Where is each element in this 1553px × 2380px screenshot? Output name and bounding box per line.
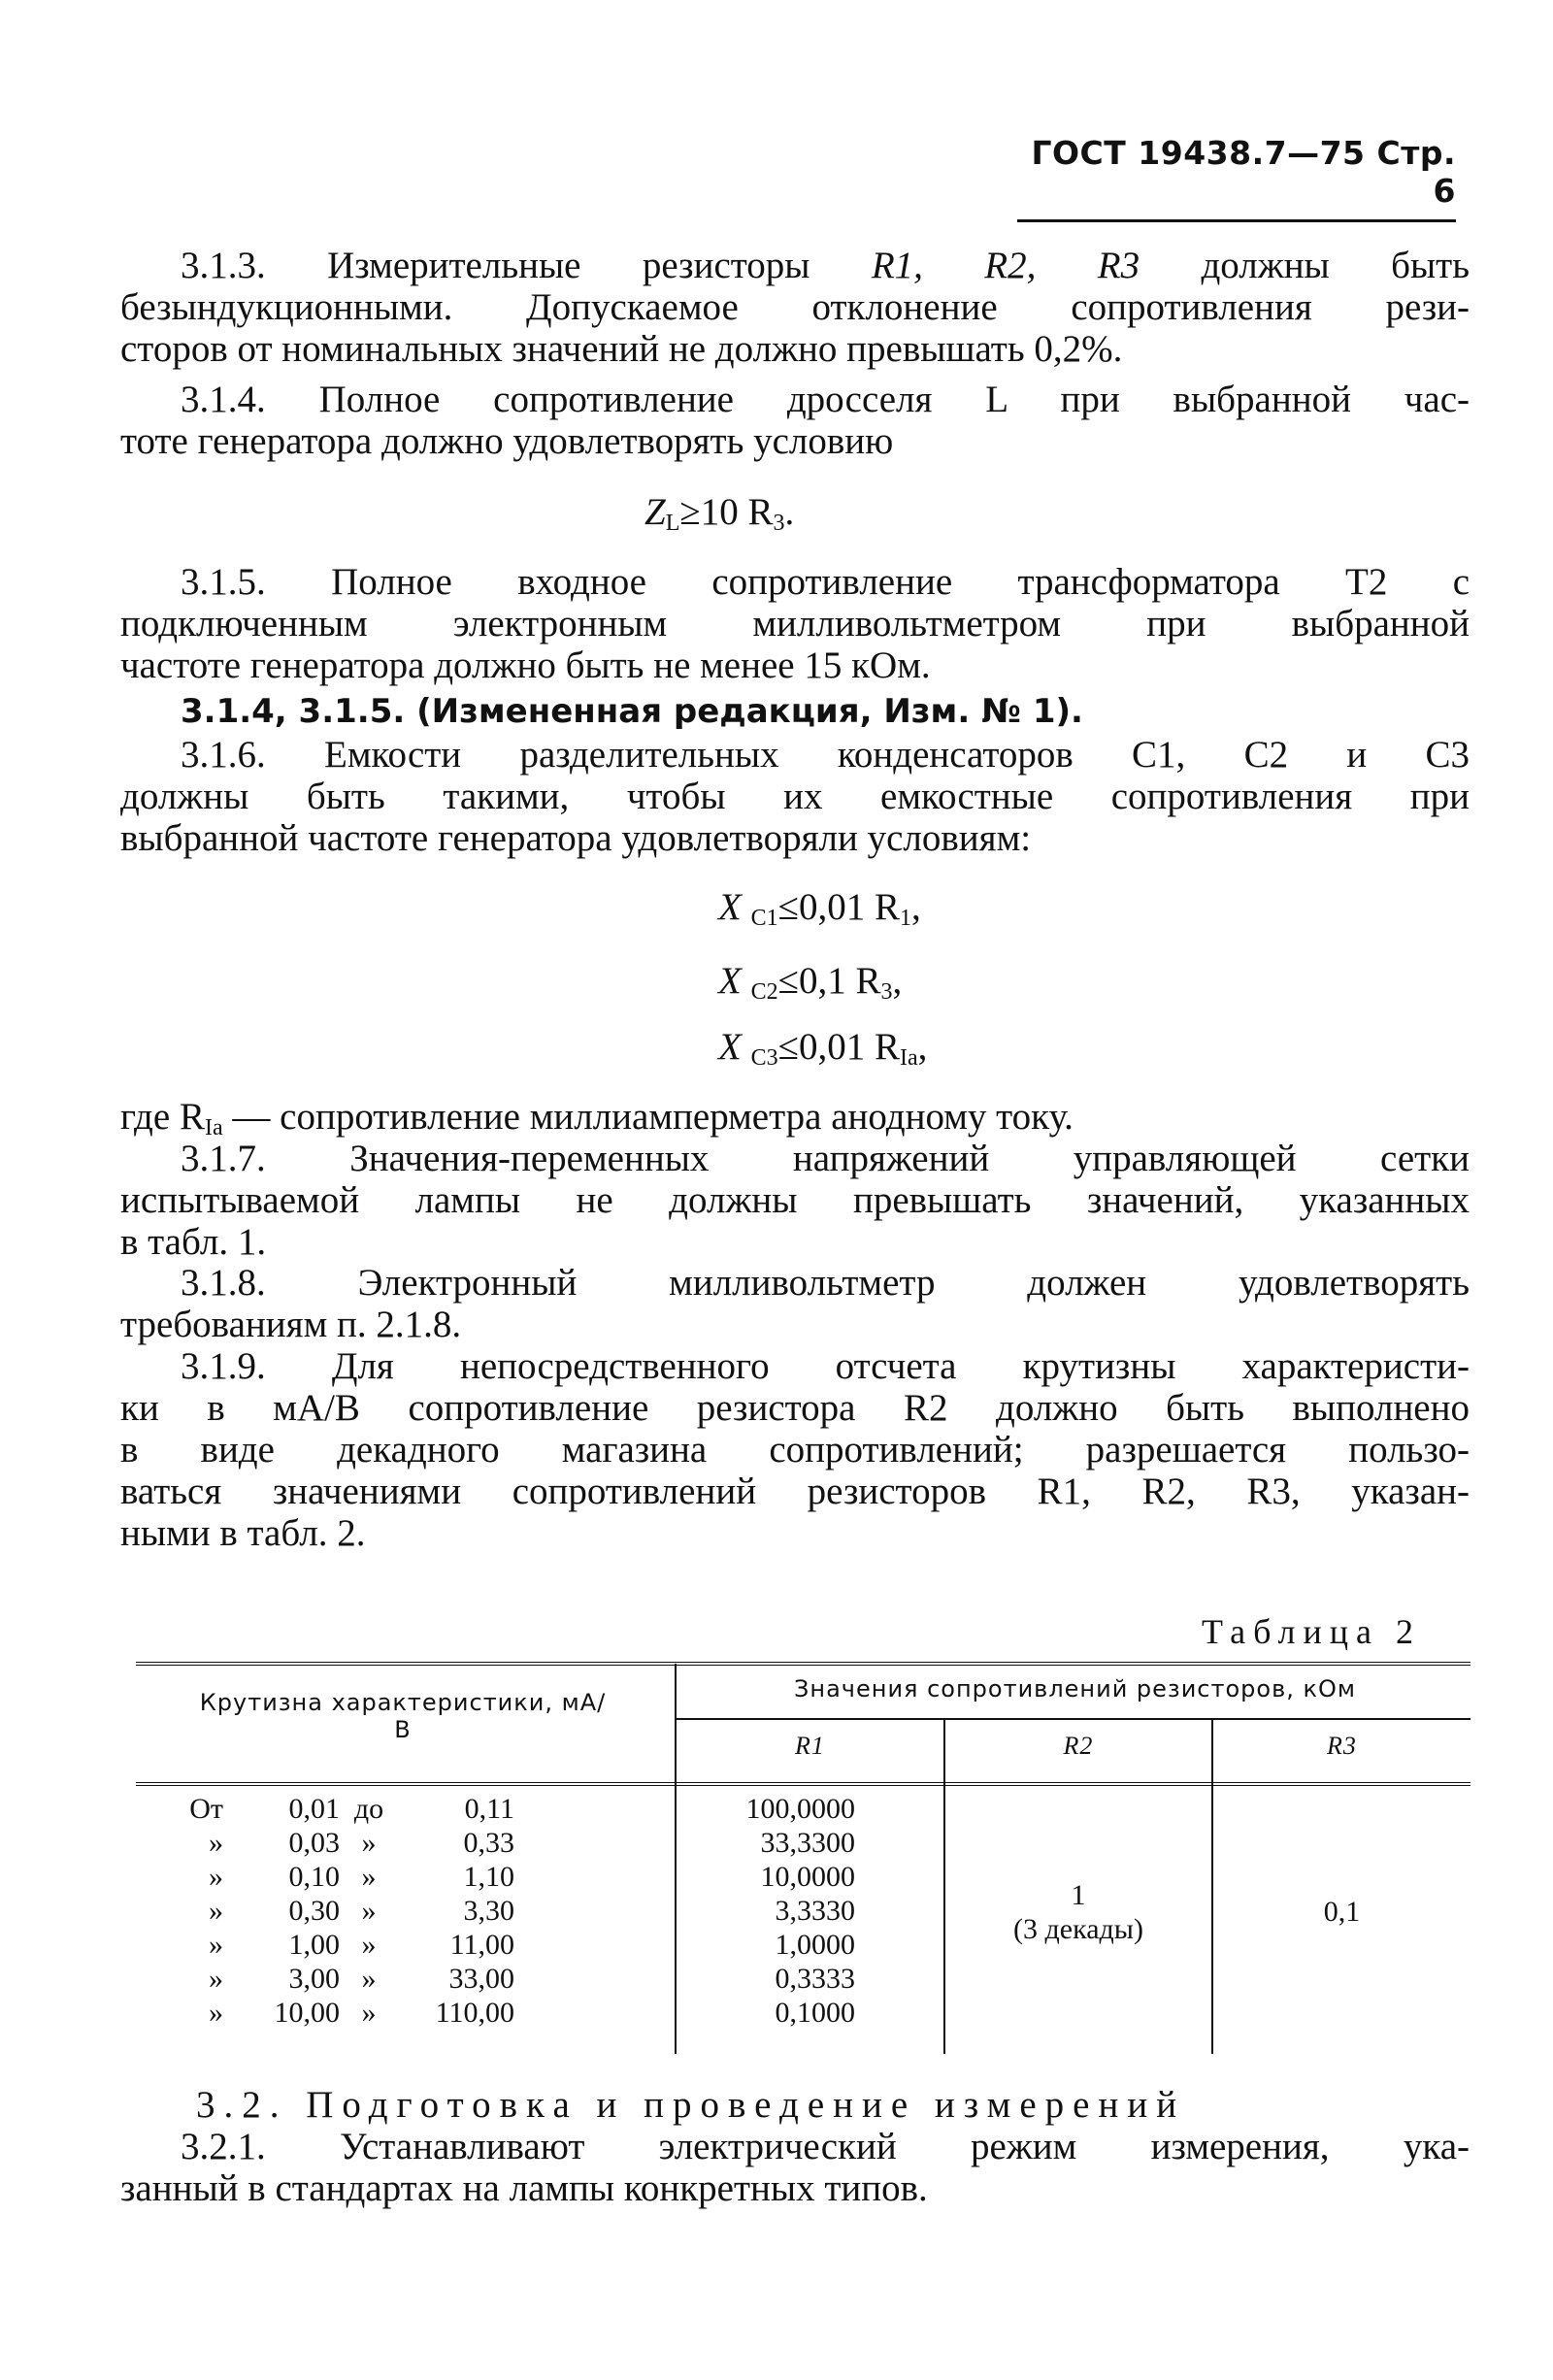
- formula-symbol: X: [718, 886, 742, 928]
- paragraph-3-1-3: [120, 245, 1470, 370]
- text-line: ными в табл. 2.: [120, 1512, 366, 1554]
- text-line: выбранной частоте генератора удовлетворяли условиям:: [120, 817, 1032, 859]
- formula-symbol: X: [718, 1026, 742, 1068]
- page-header: ГОСТ 19438.7—75 Стр. 6: [1017, 134, 1456, 222]
- row-r1: 0,1000: [775, 1997, 855, 2029]
- row-to-word: »: [361, 1963, 377, 1995]
- formula-body: ≤0,01 R: [777, 886, 901, 928]
- row-r1: 33,3300: [760, 1827, 855, 1859]
- row-to: 110,00: [435, 1997, 514, 2029]
- text-line: сторов от номинальных значений не должно превышать 0,2%.: [120, 328, 1123, 370]
- row-to-word: »: [361, 1997, 377, 2029]
- r3-label: R3: [1327, 1732, 1357, 1760]
- text-line: 3.1.9. Для непосредственного отсчета крутизны характеристи-: [181, 1345, 1470, 1387]
- text-fragment: должны: [1201, 245, 1330, 286]
- text-line: ваться значениями сопротивлений резисторов R1, R2, R3, указан-: [120, 1471, 1470, 1512]
- row-to-word: »: [361, 1929, 377, 1961]
- row-from: 1,00: [288, 1929, 340, 1961]
- formula-subscript: 1: [900, 906, 912, 931]
- amendment-note: 3.1.4, 3.1.5. (Измененная редакция, Изм. № 1).: [181, 692, 1083, 731]
- formula-xc1: [718, 885, 921, 932]
- text-line: 3.1.4. Полное сопротивление дросселя L при выбранной час-: [181, 379, 1470, 420]
- formula-symbol: X: [718, 960, 742, 1002]
- formula-end: ,: [911, 886, 921, 928]
- row-r1: 0,3333: [775, 1963, 855, 1995]
- formula-subscript: L: [665, 511, 680, 536]
- row-from: 0,10: [288, 1861, 340, 1893]
- text-line: требованиям п. 2.1.8.: [120, 1304, 462, 1345]
- r2-note: (3 декады): [1013, 1913, 1143, 1945]
- paragraph-3-1-7: [120, 1138, 1470, 1263]
- text-line: занный в стандартах на лампы конкретных типов.: [120, 2167, 928, 2209]
- table-divider: [1211, 1720, 1213, 2054]
- text-line: 3.2.1. Устанавливают электрический режим измерения, ука-: [181, 2126, 1470, 2167]
- paragraph-3-2-1: [120, 2126, 1470, 2209]
- formula-subscript: Ia: [204, 1115, 223, 1140]
- row-from: 10,00: [274, 1997, 340, 2029]
- formula-xc2: [718, 959, 902, 1006]
- paragraph-3-1-5: [120, 561, 1470, 686]
- row-r1: 3,3330: [775, 1895, 855, 1927]
- row-prefix: »: [209, 1895, 223, 1927]
- formula-subscript: C3: [750, 1045, 778, 1071]
- where-clause: [120, 1095, 1074, 1141]
- row-from: 3,00: [288, 1963, 340, 1995]
- text-line: тоте генератора должно удовлетворять условию: [120, 420, 894, 462]
- formula-xc3: [718, 1025, 927, 1072]
- paragraph-3-1-6: [120, 734, 1470, 859]
- text-fragment: Измерительные: [327, 245, 581, 286]
- text-line: испытываемой лампы не должны превышать значений, указанных: [120, 1179, 1470, 1221]
- text-line: безындукционными. Допускаемое отклонение сопротивления рези-: [120, 286, 1470, 328]
- row-prefix: От: [189, 1793, 223, 1825]
- table-top-rule: [136, 1662, 1470, 1666]
- r1-label: R1: [795, 1732, 825, 1760]
- row-from: 0,03: [288, 1827, 340, 1859]
- formula-body: ≤0,01 R: [777, 1026, 901, 1068]
- column-header-r2: [945, 1732, 1211, 1761]
- text-line: 3.1.7. Значения-переменных напряжений управляющей сетки: [181, 1138, 1470, 1179]
- paragraph-3-1-4: [120, 379, 1470, 462]
- paragraph-3-1-9: [120, 1345, 1470, 1554]
- text-fragment: быть: [1391, 245, 1470, 286]
- row-prefix: »: [209, 1963, 223, 1995]
- column-header-resistances: Значения сопротивлений резисторов, кОм: [794, 1675, 1356, 1702]
- row-prefix: »: [209, 1861, 223, 1893]
- formula-body: ≥10 R: [679, 491, 774, 533]
- formula-zl: [644, 490, 794, 537]
- text-line: должны быть такими, чтобы их емкостные сопротивления при: [120, 776, 1470, 817]
- row-to: 11,00: [449, 1929, 514, 1961]
- row-to: 1,10: [463, 1861, 514, 1893]
- row-to: 0,33: [463, 1827, 514, 1859]
- row-from: 0,01: [288, 1793, 340, 1825]
- text-line: ки в мА/В сопротивление резистора R2 должно быть выполнено: [120, 1387, 1470, 1429]
- row-to-word: до: [353, 1793, 384, 1825]
- row-r1: 1,0000: [775, 1929, 855, 1961]
- text-line: 3.1.8. Электронный милливольтметр должен удовлетворять: [181, 1262, 1470, 1304]
- row-prefix: »: [209, 1827, 223, 1859]
- column-header-r1: [677, 1732, 943, 1761]
- formula-subscript: 3: [880, 979, 893, 1005]
- column-header-r3: [1213, 1732, 1470, 1761]
- formula-end: ,: [892, 960, 903, 1002]
- text-line: частоте генератора должно быть не менее 15 кОм.: [120, 645, 931, 686]
- row-to-word: »: [361, 1861, 377, 1893]
- text-line: 3.1.5. Полное входное сопротивление трансформатора T2 с: [181, 561, 1470, 603]
- formula-body: ≤0,1 R: [777, 960, 881, 1002]
- text-fragment: резисторы: [642, 245, 810, 286]
- r2-value: 1: [1071, 1879, 1086, 1911]
- row-from: 0,30: [288, 1895, 340, 1927]
- row-to: 0,11: [464, 1793, 514, 1825]
- section-title-3-2: 3.2. Подготовка и проведение измерений: [196, 2084, 1186, 2126]
- row-to: 3,30: [463, 1895, 514, 1927]
- r2-label: R2: [1063, 1732, 1094, 1760]
- where-prefix: где R: [120, 1096, 205, 1138]
- clause-number: 3.1.3.: [181, 245, 266, 286]
- table-subheader-rule: [677, 1718, 1470, 1720]
- row-to: 33,00: [448, 1963, 514, 1995]
- row-to-word: »: [361, 1895, 377, 1927]
- resistor-symbols: R1, R2, R3: [871, 245, 1140, 286]
- row-prefix: »: [209, 1997, 223, 2029]
- formula-subscript: C2: [750, 979, 778, 1005]
- formula-subscript: 3: [773, 511, 785, 536]
- formula-subscript: Ia: [900, 1045, 918, 1071]
- table-header-rule: [136, 1782, 1470, 1786]
- text-line: в табл. 1.: [120, 1221, 267, 1263]
- row-to-word: »: [361, 1827, 377, 1859]
- text-line: в виде декадного магазина сопротивлений; разрешается пользо-: [120, 1429, 1470, 1471]
- formula-symbol: Z: [644, 491, 666, 533]
- row-prefix: »: [209, 1929, 223, 1961]
- formula-end: ,: [917, 1026, 928, 1068]
- table-caption: Таблица 2: [1202, 1612, 1421, 1651]
- text-line: 3.1.6. Емкости разделительных конденсаторов C1, C2 и C3: [181, 734, 1470, 776]
- paragraph-3-1-8: [120, 1262, 1470, 1345]
- where-text: — сопротивление миллиамперметра анодному току.: [222, 1096, 1074, 1138]
- row-r1: 100,0000: [745, 1793, 855, 1825]
- formula-end: .: [784, 491, 795, 533]
- column-header-slope: Крутизна характеристики, мА/В: [199, 1689, 607, 1743]
- formula-subscript: C1: [750, 906, 778, 931]
- text-line: подключенным электронным милливольтметром при выбранной: [120, 603, 1470, 645]
- row-r1: 10,0000: [760, 1861, 855, 1893]
- r3-value: 0,1: [1323, 1896, 1361, 1928]
